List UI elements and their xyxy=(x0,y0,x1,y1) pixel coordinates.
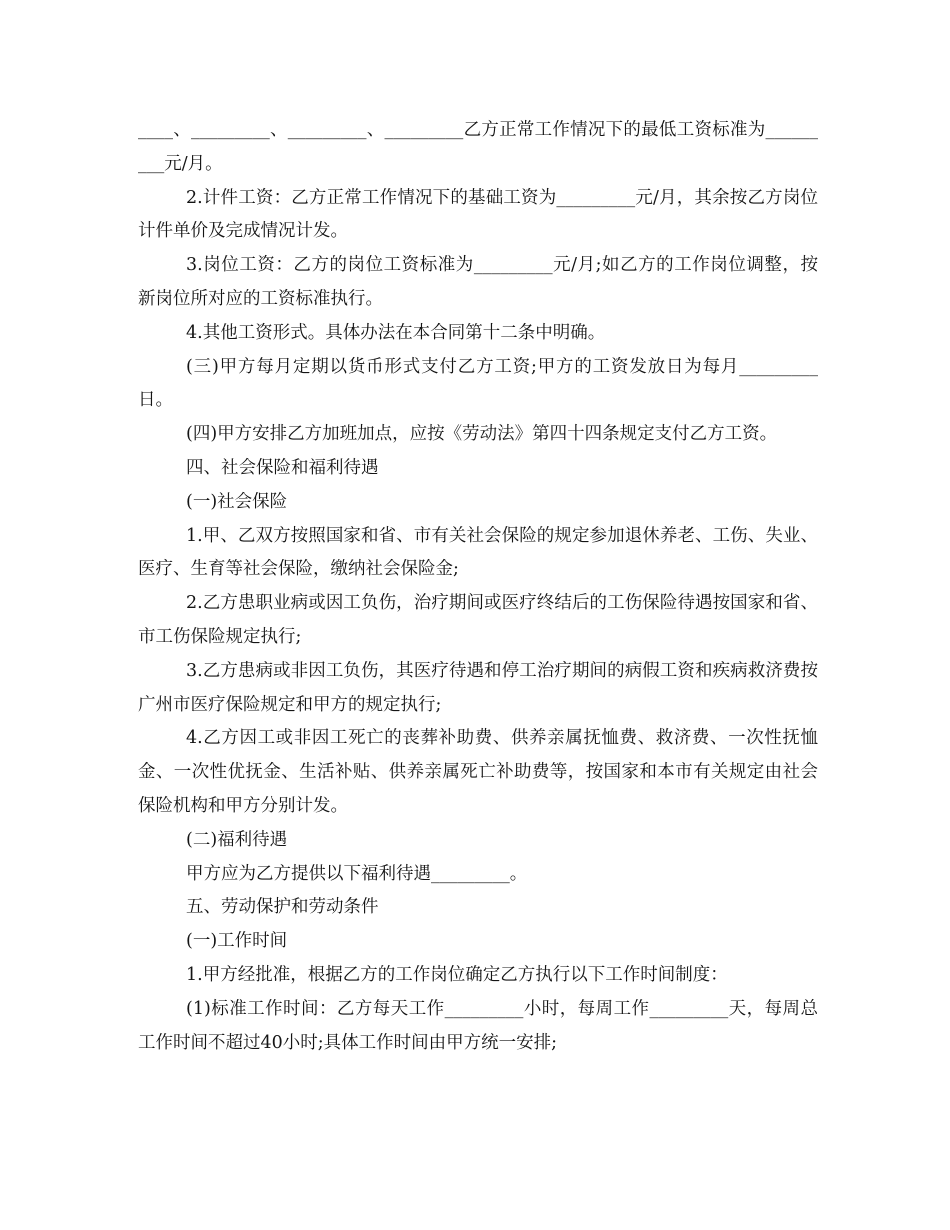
paragraph: 2.计件工资：乙方正常工作情况下的基础工资为_________元/月，其余按乙方岗位计件单价及完成情况计发。 xyxy=(138,187,818,242)
paragraph: 3.岗位工资：乙方的岗位工资标准为_________元/月;如乙方的工作岗位调整，按新岗位所对应的工资标准执行。 xyxy=(138,255,818,309)
paragraph: 1.甲方经批准，根据乙方的工作岗位确定乙方执行以下工作时间制度： xyxy=(186,964,728,985)
paragraph: 2.乙方患职业病或因工负伤，治疗期间或医疗终结后的工伤保险待遇按国家和省、市工伤保险规定执行; xyxy=(138,593,818,647)
paragraph: (三)甲方每月定期以货币形式支付乙方工资;甲方的工资发放日为每月_________日。 xyxy=(138,356,818,411)
paragraph: (四)甲方安排乙方加班加点，应按《劳动法》第四十四条规定支付乙方工资。 xyxy=(186,424,778,445)
section-heading: 四、社会保险和福利待遇 xyxy=(186,457,379,478)
document-body xyxy=(138,114,818,1060)
paragraph: 4.其他工资形式。具体办法在本合同第十二条中明确。 xyxy=(186,322,606,343)
section-heading: 五、劳动保护和劳动条件 xyxy=(186,897,379,918)
paragraph: 1.甲、乙双方按照国家和省、市有关社会保险的规定参加退休养老、工伤、失业、医疗、生育等社会保险，缴纳社会保险金; xyxy=(138,525,818,580)
paragraph: ____、_________、_________、_________乙方正常工作情况下的最低工资标准为_________元/月。 xyxy=(138,120,818,174)
subsection-heading: (二)福利待遇 xyxy=(186,829,288,850)
paragraph: (1)标准工作时间：乙方每天工作_________小时，每周工作_________天，每周总工作时间不超过40小时;具体工作时间由甲方统一安排; xyxy=(138,998,818,1053)
subsection-heading: (一)社会保险 xyxy=(186,491,288,512)
paragraph: 甲方应为乙方提供以下福利待遇_________。 xyxy=(186,863,528,884)
paragraph: 3.乙方患病或非因工负伤，其医疗待遇和停工治疗期间的病假工资和疾病救济费按广州市医疗保险规定和甲方的规定执行; xyxy=(138,660,818,715)
subsection-heading: (一)工作时间 xyxy=(186,931,288,952)
paragraph: 4.乙方因工或非因工死亡的丧葬补助费、供养亲属抚恤费、救济费、一次性抚恤金、一次性优抚金、生活补贴、供养亲属死亡补助费等，按国家和本市有关规定由社会保险机构和甲方分别计发。 xyxy=(138,728,818,816)
